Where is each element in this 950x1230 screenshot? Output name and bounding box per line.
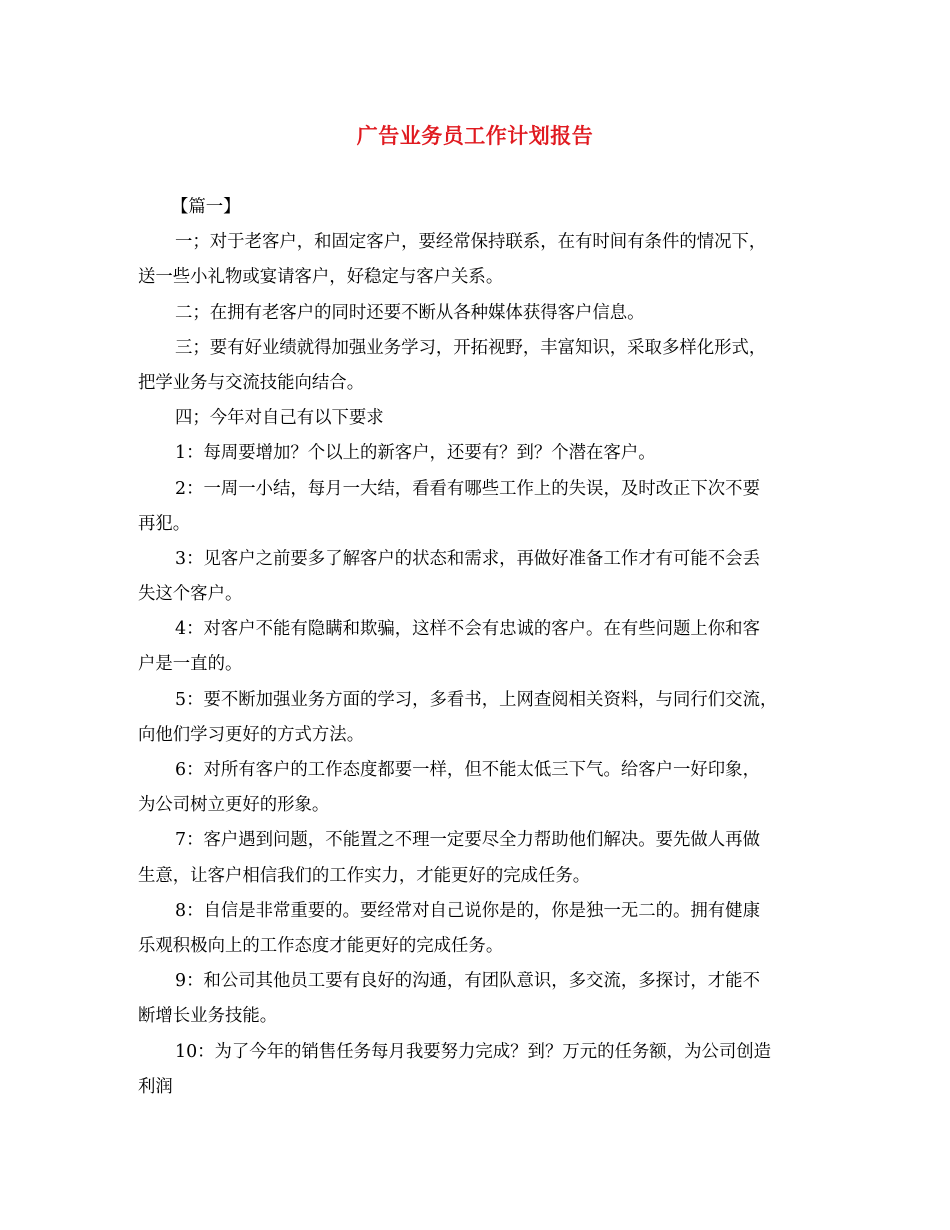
text-line: 把学业务与交流技能向结合。 bbox=[138, 372, 365, 393]
text-line: 二；在拥有老客户的同时还要不断从各种媒体获得客户信息。 bbox=[175, 302, 645, 323]
text-line: 利润 bbox=[138, 1076, 173, 1097]
text-line: 四；今年对自己有以下要求 bbox=[175, 408, 384, 429]
text-line: 6：对所有客户的工作态度都要一样，但不能太低三下气。给客户一好印象， bbox=[175, 760, 760, 780]
text-line: 3：见客户之前要多了解客户的状态和需求，再做好准备工作才有可能不会丢 bbox=[175, 548, 760, 569]
text-line: 5：要不断加强业务方面的学习，多看书，上网查阅相关资料，与同行们交流， bbox=[175, 689, 778, 710]
section-heading: 【篇一】 bbox=[171, 197, 241, 217]
text-line: 户是一直的。 bbox=[138, 654, 243, 675]
text-line: 乐观积极向上的工作态度才能更好的完成任务。 bbox=[138, 935, 504, 956]
text-line: 8：自信是非常重要的。要经常对自己说你是的，你是独一无二的。拥有健康 bbox=[175, 900, 760, 921]
document-title: 广告业务员工作计划报告 bbox=[356, 123, 594, 148]
text-line: 为公司树立更好的形象。 bbox=[138, 795, 330, 816]
text-line: 1：每周要增加？个以上的新客户，还要有？到？个潜在客户。 bbox=[175, 443, 656, 464]
text-line: 三；要有好业绩就得加强业务学习，开拓视野，丰富知识，采取多样化形式， bbox=[175, 337, 767, 358]
text-line: 再犯。 bbox=[138, 513, 191, 534]
text-line: 10：为了今年的销售任务每月我要努力完成？到？万元的任务额，为公司创造 bbox=[175, 1041, 772, 1062]
document-body bbox=[138, 190, 818, 1105]
text-line: 失这个客户。 bbox=[138, 584, 243, 605]
text-line: 4：对客户不能有隐瞒和欺骗，这样不会有忠诚的客户。在有些问题上你和客 bbox=[175, 619, 760, 640]
text-line: 2：一周一小结，每月一大结，看看有哪些工作上的失误，及时改正下次不要 bbox=[175, 478, 760, 499]
text-line: 生意，让客户相信我们的工作实力，才能更好的完成任务。 bbox=[138, 865, 591, 886]
text-line: 一；对于老客户，和固定客户，要经常保持联系，在有时间有条件的情况下， bbox=[175, 232, 767, 253]
text-line: 断增长业务技能。 bbox=[138, 1006, 278, 1027]
text-line: 7：客户遇到问题，不能置之不理一定要尽全力帮助他们解决。要先做人再做 bbox=[175, 830, 760, 851]
text-line: 向他们学习更好的方式方法。 bbox=[138, 724, 365, 745]
text-line: 送一些小礼物或宴请客户，好稳定与客户关系。 bbox=[138, 267, 504, 288]
text-line: 9：和公司其他员工要有良好的沟通，有团队意识，多交流，多探讨，才能不 bbox=[175, 971, 760, 992]
